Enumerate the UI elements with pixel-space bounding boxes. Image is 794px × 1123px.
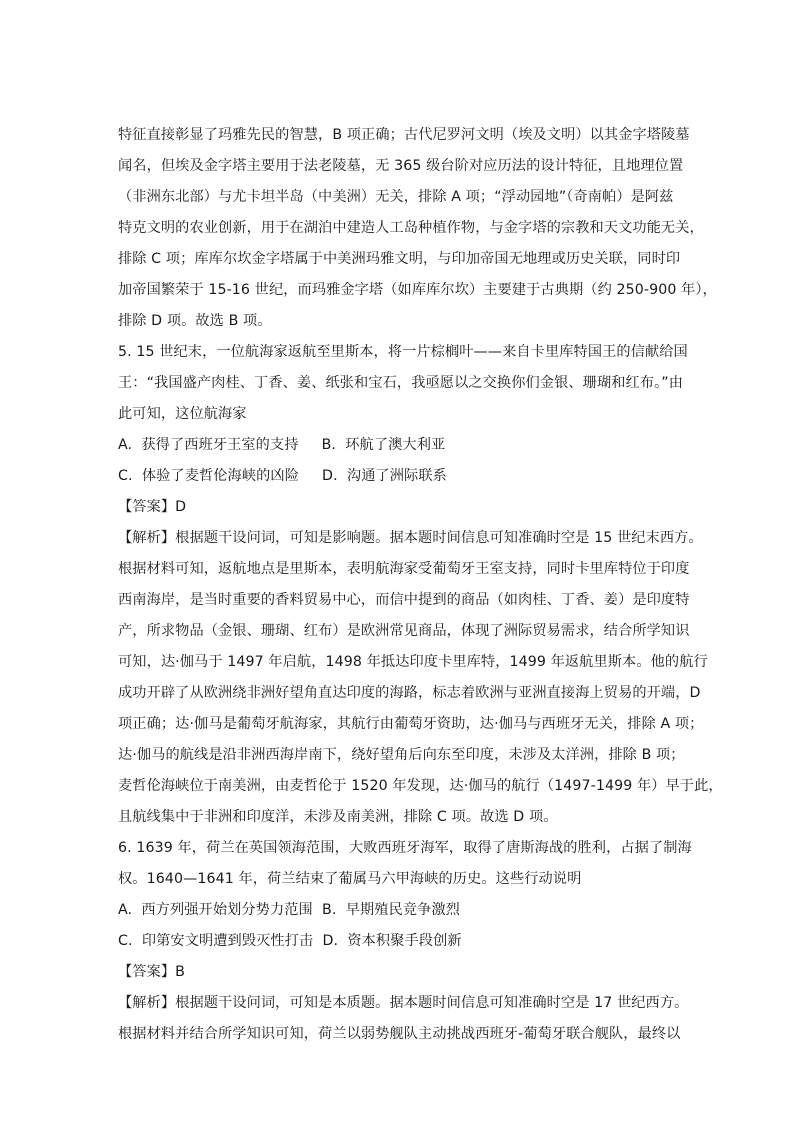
- text-line: 可知，达·伽马于 1497 年启航，1498 年抵达印度卡里库特，1499 年返航里斯本。他的航行: [118, 654, 708, 670]
- question-5-options-ab: A. 获得了西班牙王室的支持 B. 环航了澳大利亚: [118, 437, 446, 453]
- text-line: 根据材料可知，返航地点是里斯本，表明航海家受葡萄牙王室支持，同时卡里库特位于印度: [118, 561, 690, 577]
- text-line: 西南海岸，是当时重要的香料贸易中心，而信中提到的商品（如肉桂、丁香、姜）是印度特: [118, 592, 690, 608]
- question-6-options-cd: C. 印第安文明遭到毁灭性打击 D. 资本积聚手段创新: [118, 933, 462, 949]
- text-line: 此可知，这位航海家: [118, 406, 247, 422]
- text-line: 成功开辟了从欧洲绕非洲好望角直达印度的海路，标志着欧洲与亚洲直接海上贸易的开端，D: [118, 685, 701, 701]
- text-line: 麦哲伦海峡位于南美洲，由麦哲伦于 1520 年发现，达·伽马的航行（1497-1499 年）早于此，: [118, 778, 723, 794]
- text-line: 闻名，但埃及金字塔主要用于法老陵墓，无 365 级台阶对应历法的设计特征，且地理位置: [118, 158, 684, 174]
- text-line: 排除 C 项；库库尔坎金字塔属于中美洲玛雅文明，与印加帝国无地理或历史关联，同时印: [118, 251, 681, 267]
- question-6-answer: 【答案】B: [118, 964, 185, 980]
- text-line: 项正确；达·伽马是葡萄牙航海家，其航行由葡萄牙资助，达·伽马与西班牙无关，排除 A 项；: [118, 716, 704, 732]
- question-5-stem: 5. 15 世纪末，一位航海家返航至里斯本，将一片棕榈叶——来自卡里库特国王的信献给国: [118, 344, 688, 360]
- text-line: 产，所求物品（金银、珊瑚、红布）是欧洲常见商品，体现了洲际贸易需求，结合所学知识: [118, 623, 690, 639]
- text-line: 排除 D 项。故选 B 项。: [118, 313, 272, 329]
- text-line: 特征直接彰显了玛雅先民的智慧，B 项正确；古代尼罗河文明（埃及文明）以其金字塔陵墓: [118, 127, 690, 143]
- question-5-analysis: 【解析】根据题干设问词，可知是影响题。据本题时间信息可知准确时空是 15 世纪末西方。: [118, 530, 703, 546]
- document-page: [118, 120, 723, 1050]
- text-line: 达·伽马的航线是沿非洲西海岸南下，绕好望角后向东至印度，未涉及太洋洲，排除 B 项；: [118, 747, 685, 763]
- question-5-options-cd: C. 体验了麦哲伦海峡的凶险 D. 沟通了洲际联系: [118, 468, 447, 484]
- text-line: 加帝国繁荣于 15-16 世纪，而玛雅金字塔（如库库尔坎）主要建于古典期（约 250-900 年），: [118, 282, 717, 298]
- question-6-stem: 6. 1639 年，荷兰在英国领海范围，大败西班牙海军，取得了唐斯海战的胜利，占据了制海: [118, 840, 692, 856]
- text-line: 王：“我国盛产肉桂、丁香、姜、纸张和宝石，我亟愿以之交换你们金银、珊瑚和红布。”由: [118, 375, 684, 391]
- text-line: 特克文明的农业创新，用于在湖泊中建造人工岛种植作物，与金字塔的宗教和天文功能无关，: [118, 220, 704, 236]
- question-5-answer: 【答案】D: [118, 499, 187, 515]
- text-line: 权。1640—1641 年，荷兰结束了葡属马六甲海峡的历史。这些行动说明: [118, 871, 582, 887]
- text-line: 根据材料并结合所学知识可知，荷兰以弱势舰队主动挑战西班牙-葡萄牙联合舰队，最终以: [118, 1026, 681, 1042]
- question-6-analysis: 【解析】根据题干设问词，可知是本质题。据本题时间信息可知准确时空是 17 世纪西方。: [118, 995, 689, 1011]
- text-line: 且航线集中于非洲和印度洋，未涉及南美洲，排除 C 项。故选 D 项。: [118, 809, 558, 825]
- question-6-options-ab: A. 西方列强开始划分势力范围 B. 早期殖民竞争激烈: [118, 902, 461, 918]
- text-line: （非洲东北部）与尤卡坦半岛（中美洲）无关，排除 A 项；“浮动园地”（奇南帕）是阿兹: [118, 189, 674, 205]
